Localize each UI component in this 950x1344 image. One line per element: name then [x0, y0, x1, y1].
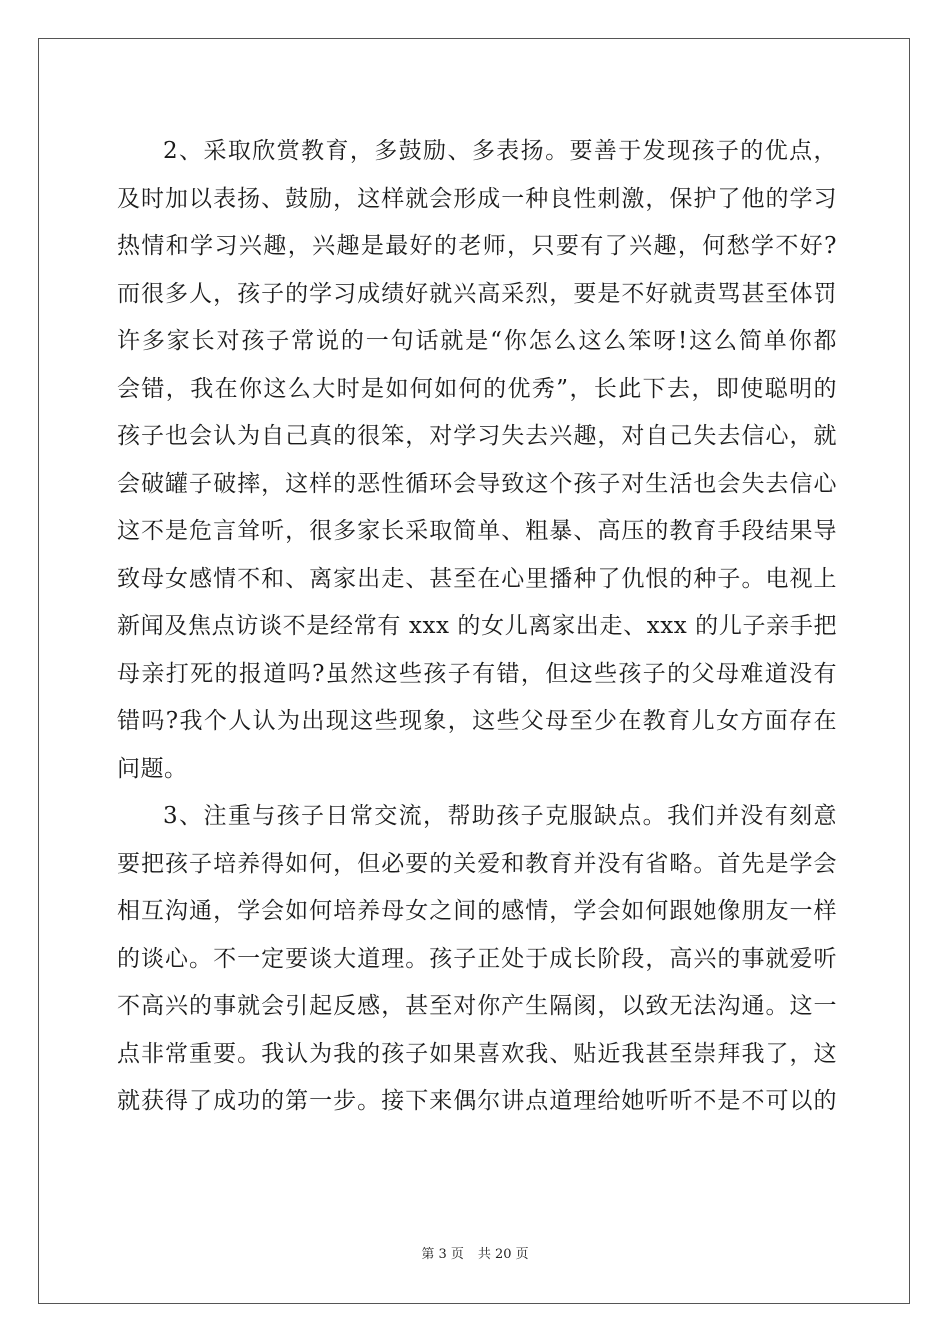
text-line: 点非常重要。我认为我的孩子如果喜欢我、贴近我甚至崇拜我了，这 [117, 1040, 837, 1067]
text-line: 2、采取欣赏教育，多鼓励、多表扬。要善于发现孩子的优点， [163, 138, 837, 164]
text-line: 3、注重与孩子日常交流，帮助孩子克服缺点。我们并没有刻意 [163, 803, 837, 829]
text-line: 致母女感情不和、离家出走、甚至在心里播种了仇恨的种子。电视上 [117, 565, 837, 592]
text-line: 而很多人，孩子的学习成绩好就兴高采烈，要是不好就责骂甚至体罚 [117, 280, 837, 307]
text-line: 会破罐子破摔，这样的恶性循环会导致这个孩子对生活也会失去信心 [117, 470, 837, 497]
text-line: 就获得了成功的第一步。接下来偶尔讲点道理给她听听不是不可以的 [117, 1088, 837, 1114]
page-footer [0, 1243, 950, 1262]
text-line: 母亲打死的报道吗?虽然这些孩子有错，但这些孩子的父母难道没有 [117, 660, 837, 687]
text-line: 会错，我在你这么大时是如何如何的优秀”，长此下去，即使聪明的 [117, 375, 837, 402]
text-line: 热情和学习兴趣，兴趣是最好的老师，只要有了兴趣，何愁学不好? [117, 233, 837, 259]
page-number: 第 3 页 [421, 1247, 464, 1262]
text-line: 要把孩子培养得如何，但必要的关爱和教育并没有省略。首先是学会 [117, 850, 837, 877]
text-line: 问题。 [117, 755, 188, 782]
text-line: 新闻及焦点访谈不是经常有 xxx 的女儿离家出走、xxx 的儿子亲手把 [117, 613, 837, 639]
text-line: 相互沟通，学会如何培养母女之间的感情，学会如何跟她像朋友一样 [117, 898, 837, 924]
text-line: 孩子也会认为自己真的很笨，对学习失去兴趣，对自己失去信心，就 [117, 423, 837, 449]
text-line: 错吗?我个人认为出现这些现象，这些父母至少在教育儿女方面存在 [117, 708, 837, 734]
text-line: 及时加以表扬、鼓励，这样就会形成一种良性刺激，保护了他的学习 [117, 185, 837, 212]
text-line: 不高兴的事就会引起反感，甚至对你产生隔阂，以致无法沟通。这一 [117, 993, 837, 1019]
page-total: 共 20 页 [477, 1247, 529, 1262]
text-line: 许多家长对孩子常说的一句话就是“你怎么这么笨呀!这么简单你都 [117, 328, 837, 354]
document-body [117, 128, 837, 1126]
text-line: 这不是危言耸听，很多家长采取简单、粗暴、高压的教育手段结果导 [117, 518, 837, 544]
text-line: 的谈心。不一定要谈大道理。孩子正处于成长阶段，高兴的事就爱听 [117, 945, 837, 972]
